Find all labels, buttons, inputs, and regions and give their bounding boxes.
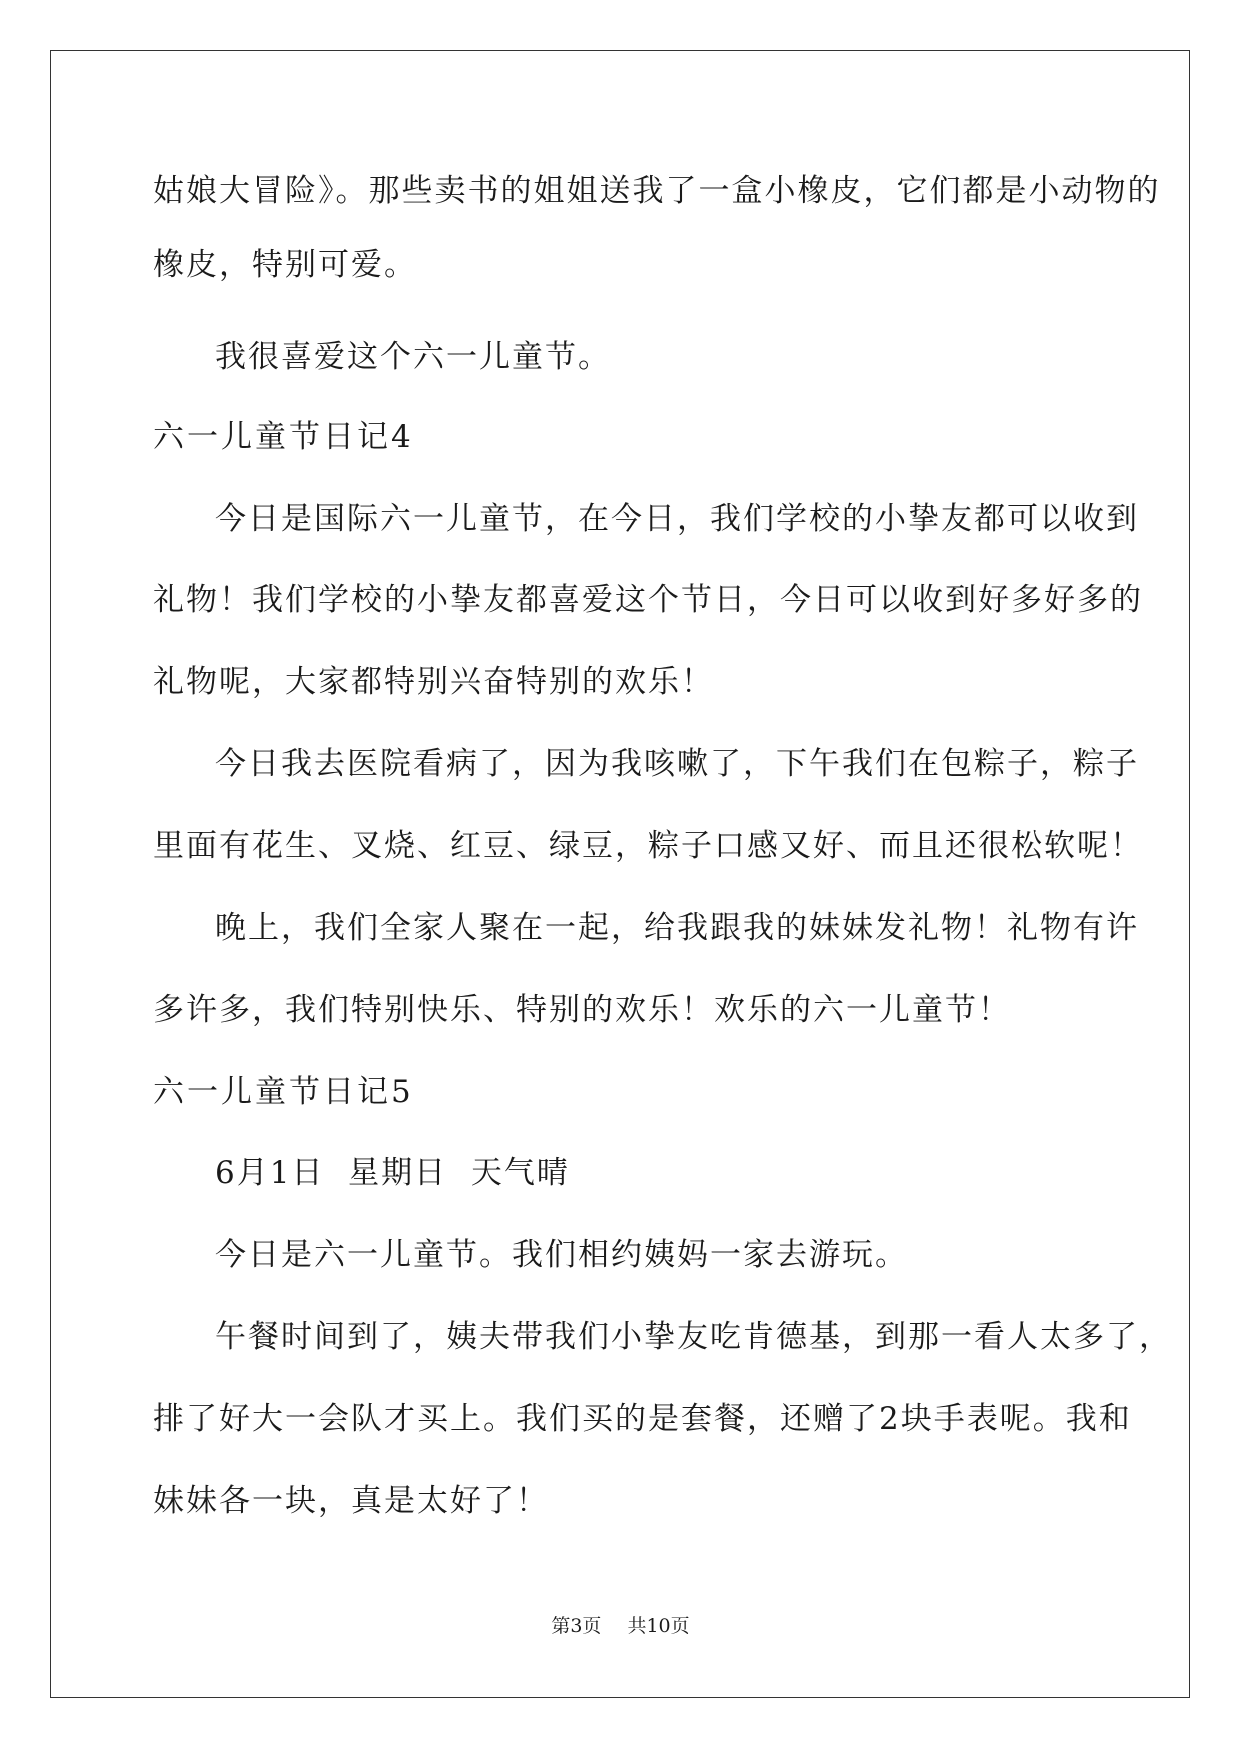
paragraph-line: 姑娘大冒险》。那些卖书的姐姐送我了一盒小橡皮，它们都是小动物的 (153, 173, 1161, 209)
paragraph-line: 礼物！我们学校的小挚友都喜爱这个节日，今日可以收到好多好多的 (153, 582, 1143, 618)
section-heading: 六一儿童节日记4 (153, 419, 414, 455)
paragraph-line: 橡皮，特别可爱。 (153, 247, 417, 283)
paragraph-line: 里面有花生、叉烧、红豆、绿豆，粽子口感又好、而且还很松软呢！ (153, 828, 1143, 864)
paragraph-line: 今日是国际六一儿童节，在今日，我们学校的小挚友都可以收到 (215, 501, 1139, 537)
page-footer (0, 1614, 1241, 1638)
diary-date-line: 6月1日 星期日 天气晴 (215, 1155, 570, 1191)
paragraph-line: 今日是六一儿童节。我们相约姨妈一家去游玩。 (215, 1237, 908, 1273)
paragraph-line: 多许多，我们特别快乐、特别的欢乐！欢乐的六一儿童节！ (153, 992, 1011, 1028)
paragraph-line: 妹妹各一块，真是太好了！ (153, 1483, 549, 1519)
paragraph-line: 我很喜爱这个六一儿童节。 (215, 339, 611, 375)
page-total: 共10页 (627, 1615, 690, 1637)
paragraph-line: 排了好大一会队才买上。我们买的是套餐，还赠了2块手表呢。我和 (153, 1401, 1132, 1437)
paragraph-line: 午餐时间到了，姨夫带我们小挚友吃肯德基，到那一看人太多了， (215, 1319, 1172, 1355)
paragraph-line: 今日我去医院看病了，因为我咳嗽了，下午我们在包粽子，粽子 (215, 746, 1139, 782)
page-border (50, 50, 1190, 1698)
page-number: 第3页 (551, 1615, 602, 1637)
section-heading: 六一儿童节日记5 (153, 1074, 414, 1110)
paragraph-line: 礼物呢，大家都特别兴奋特别的欢乐！ (153, 664, 714, 700)
paragraph-line: 晚上，我们全家人聚在一起，给我跟我的妹妹发礼物！礼物有许 (215, 910, 1139, 946)
